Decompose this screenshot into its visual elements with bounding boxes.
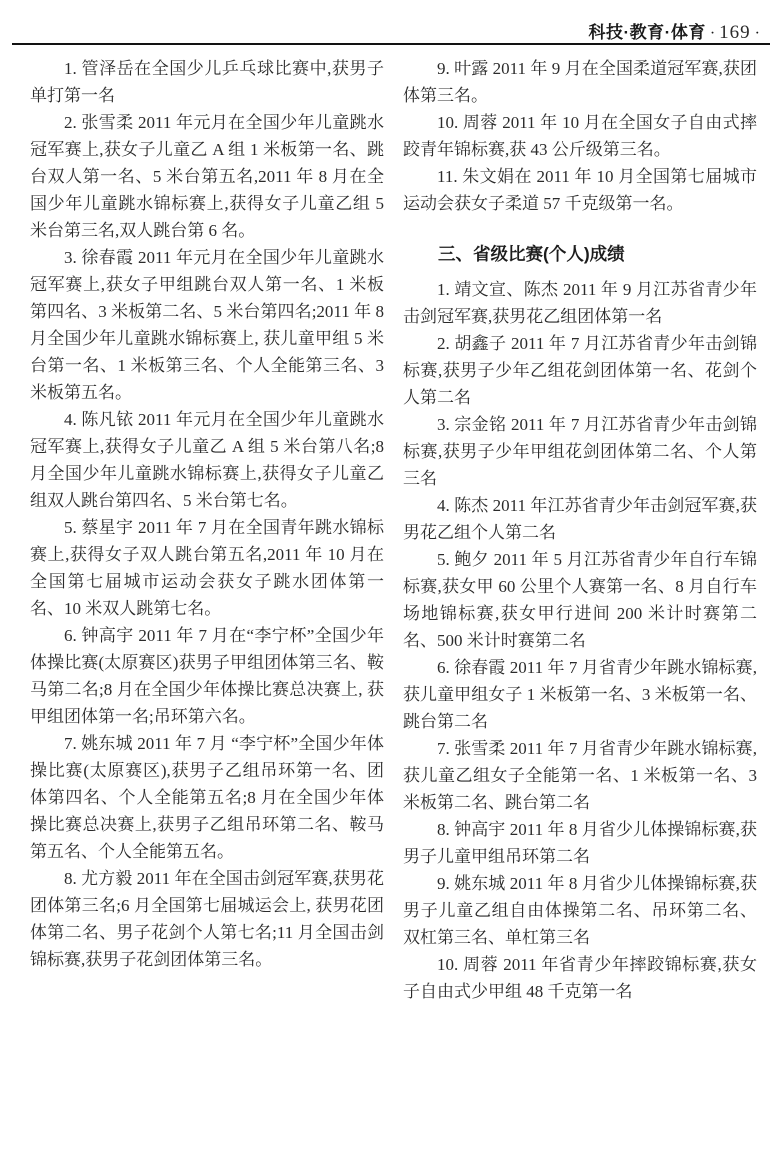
page-number: 169 (719, 22, 751, 43)
paragraph: 4. 陈凡铱 2011 年元月在全国少年儿童跳水冠军赛上,获得女子儿童乙 A 组 5 米台第八名;8 月全国少年儿童跳水锦标赛上,获得女子儿童乙组双人跳台第四名、5 米台第七名。 (30, 410, 384, 510)
header-rule (12, 43, 770, 45)
paragraph: 3. 宗金铭 2011 年 7 月江苏省青少年击剑锦标赛,获男子少年甲组花剑团体第二名、个人第三名 (403, 415, 757, 488)
paragraph: 8. 尤方毅 2011 年在全国击剑冠军赛,获男花团体第三名;6 月全国第七届城运会上, 获男花团体第二名、男子花剑个人第七名;11 月全国击剑锦标赛,获男子花剑团体第三名。 (30, 869, 384, 969)
paragraph: 7. 姚东城 2011 年 7 月 “李宁杯”全国少年体操比赛(太原赛区),获男子乙组吊环第一名、团体第四名、个人全能第五名;8 月在全国少年体操比赛总决赛上,获男子乙组吊环第二名、鞍马第五名、个人全能第五名。 (30, 734, 384, 861)
paragraph: 10. 周蓉 2011 年 10 月在全国女子自由式摔跤青年锦标赛,获 43 公斤级第三名。 (403, 113, 757, 159)
right-column-bottom-paragraphs (403, 276, 757, 1005)
section-heading: 三、省级比赛(个人)成绩 (438, 244, 625, 264)
paragraph: 11. 朱文娟在 2011 年 10 月全国第七届城市运动会获女子柔道 57 千克级第一名。 (403, 167, 757, 213)
two-column-body (30, 55, 758, 1005)
paragraph: 1. 靖文宣、陈杰 2011 年 9 月江苏省青少年击剑冠军赛,获男花乙组团体第一名 (403, 280, 757, 326)
paragraph: 2. 胡鑫子 2011 年 7 月江苏省青少年击剑锦标赛,获男子少年乙组花剑团体第一名、花剑个人第二名 (403, 334, 757, 407)
paragraph: 10. 周蓉 2011 年省青少年摔跤锦标赛,获女子自由式少甲组 48 千克第一名 (403, 955, 757, 1001)
paragraph: 2. 张雪柔 2011 年元月在全国少年儿童跳水冠军赛上,获女子儿童乙 A 组 1 米板第一名、跳台双人第一名、5 米台第五名,2011 年 8 月在全国少年儿童跳水锦标赛上,获得女子儿童乙组 5 米台第三名,双人跳台第 6 名。 (30, 113, 384, 240)
paragraph: 7. 张雪柔 2011 年 7 月省青少年跳水锦标赛,获儿童乙组女子全能第一名、1 米板第一名、3 米板第二名、跳台第二名 (403, 739, 757, 812)
left-column (30, 55, 384, 1005)
paragraph: 8. 钟高宇 2011 年 8 月省少儿体操锦标赛,获男子儿童甲组吊环第二名 (403, 820, 757, 866)
paragraph: 6. 钟高宇 2011 年 7 月在“李宁杯”全国少年体操比赛(太原赛区)获男子甲组团体第三名、鞍马第二名;8 月在全国少年体操比赛总决赛上, 获甲组团体第一名;吊环第六名。 (30, 626, 384, 726)
header-separator-dot: · (709, 25, 716, 42)
paragraph: 1. 管泽岳在全国少儿乒乓球比赛中,获男子单打第一名 (30, 59, 384, 105)
paragraph: 5. 蔡星宇 2011 年 7 月在全国青年跳水锦标赛上,获得女子双人跳台第五名,2011 年 10 月在全国第七届城市运动会获女子跳水团体第一名、10 米双人跳第七名。 (30, 518, 384, 618)
right-column (403, 55, 757, 1005)
page-header (0, 18, 764, 44)
journal-section-title: 科技·教育·体育 (588, 23, 706, 42)
paragraph: 6. 徐春霞 2011 年 7 月省青少年跳水锦标赛,获儿童甲组女子 1 米板第一名、3 米板第一名、跳台第二名 (403, 658, 757, 731)
paragraph: 4. 陈杰 2011 年江苏省青少年击剑冠军赛,获男花乙组个人第二名 (403, 496, 757, 542)
paragraph: 5. 鲍夕 2011 年 5 月江苏省青少年自行车锦标赛,获女甲 60 公里个人赛第一名、8 月自行车场地锦标赛,获女甲行进间 200 米计时赛第二名、500 米计时赛第二名 (403, 550, 757, 650)
header-separator-dot: · (754, 25, 760, 42)
paragraph: 9. 姚东城 2011 年 8 月省少儿体操锦标赛,获男子儿童乙组自由体操第二名、吊环第二名、双杠第三名、单杠第三名 (403, 874, 757, 947)
right-column-top-paragraphs (403, 55, 757, 217)
paragraph: 3. 徐春霞 2011 年元月在全国少年儿童跳水冠军赛上,获女子甲组跳台双人第一名、1 米板第四名、3 米板第二名、5 米台第四名;2011 年 8 月全国少年儿童跳水锦标赛上, 获儿童甲组 5 米台第一名、1 米板第三名、个人全能第三名、3 米板第五名。 (30, 248, 384, 402)
paragraph: 9. 叶露 2011 年 9 月在全国柔道冠军赛,获团体第三名。 (403, 59, 757, 105)
